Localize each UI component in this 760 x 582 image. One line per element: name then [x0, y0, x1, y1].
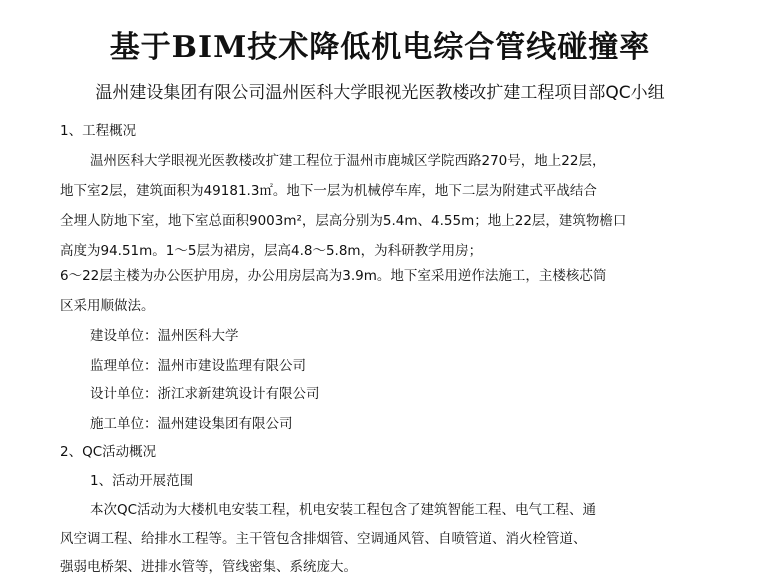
- supervision-unit: 监理单位：温州市建设监理有限公司: [90, 358, 306, 374]
- section-2-subheading: 1、活动开展范围: [90, 473, 194, 489]
- document-subtitle: 温州建设集团有限公司温州医科大学眼视光医教楼改扩建工程项目部QC小组: [95, 83, 665, 103]
- section-2-heading: 2、QC活动概况: [60, 444, 157, 460]
- paragraph-line: 地下室2层，建筑面积为49181.3㎡。地下一层为机械停车库，地下二层为附建式平战结合: [60, 183, 597, 199]
- paragraph-line: 区采用顺做法。: [60, 298, 155, 314]
- paragraph-line: 6～22层主楼为办公医护用房，办公用房层高为3.9m。地下室采用逆作法施工，主楼核芯筒: [60, 268, 607, 284]
- paragraph-line: 高度为94.51m。1～5层为裙房，层高4.8～5.8m，为科研教学用房；: [60, 243, 483, 259]
- contractor-unit: 施工单位：温州建设集团有限公司: [90, 416, 293, 432]
- document-title: 基于BIM技术降低机电综合管线碰撞率: [109, 30, 651, 65]
- paragraph-line: 风空调工程、给排水工程等。主干管包含排烟管、空调通风管、自喷管道、消火栓管道、: [60, 531, 587, 547]
- paragraph-line: 全埋人防地下室，地下室总面积9003m²，层高分别为5.4m、4.55m；地上22层，建筑物檐口: [60, 213, 627, 229]
- section-1-heading: 1、工程概况: [60, 123, 137, 139]
- paragraph-line: 温州医科大学眼视光医教楼改扩建工程位于温州市鹿城区学院西路270号，地上22层，: [90, 153, 606, 169]
- paragraph-line: 本次QC活动为大楼机电安装工程，机电安装工程包含了建筑智能工程、电气工程、通: [90, 502, 597, 518]
- construction-unit: 建设单位：温州医科大学: [90, 328, 239, 344]
- paragraph-line: 强弱电桥架、进排水管等，管线密集、系统庞大。: [60, 559, 357, 575]
- design-unit: 设计单位：浙江求新建筑设计有限公司: [90, 386, 320, 402]
